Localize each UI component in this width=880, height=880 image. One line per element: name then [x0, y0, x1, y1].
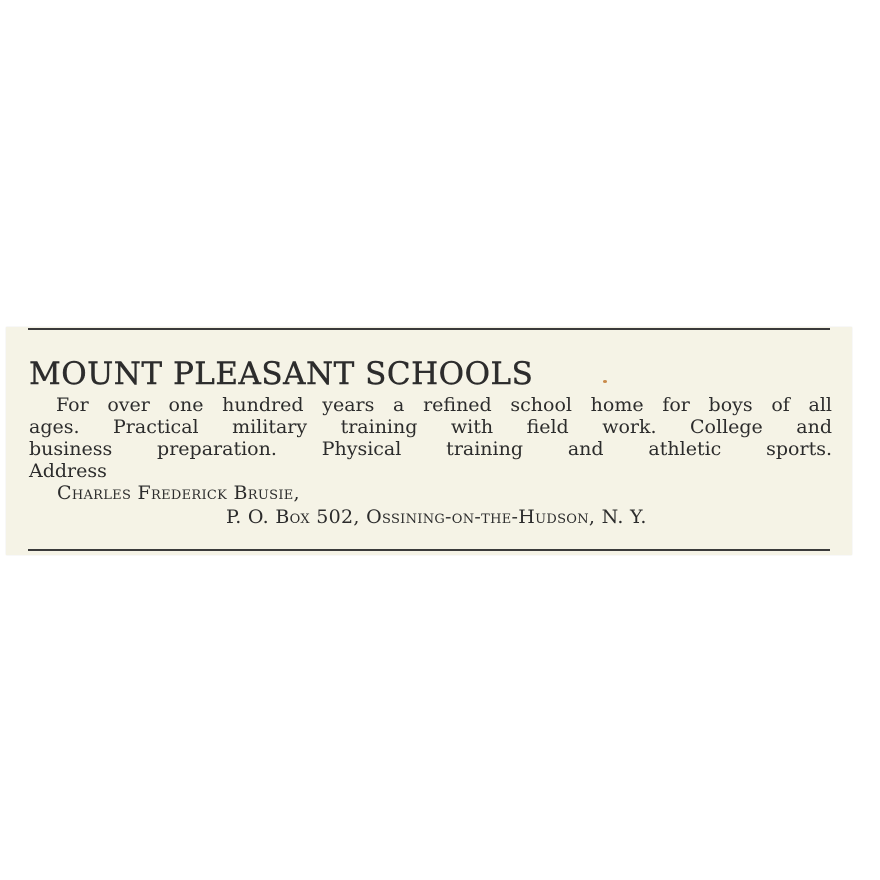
ad-headline: MOUNT PLEASANT SCHOOLS — [29, 356, 534, 392]
signer-name: Charles Frederick Brusie, — [57, 482, 300, 504]
ink-speck — [603, 380, 607, 383]
body-line-2: ages. Practical military training with field work. College and — [29, 416, 832, 438]
body-line-1: For over one hundred years a refined school home for boys of all — [56, 394, 832, 416]
body-line-3: business preparation. Physical training and athletic sports. — [29, 438, 832, 460]
bottom-rule — [28, 549, 830, 551]
body-line-4: Address — [29, 460, 107, 482]
postal-address: P. O. Box 502, Ossining-on-the-Hudson, N. Y. — [226, 506, 647, 528]
top-rule — [28, 328, 830, 330]
